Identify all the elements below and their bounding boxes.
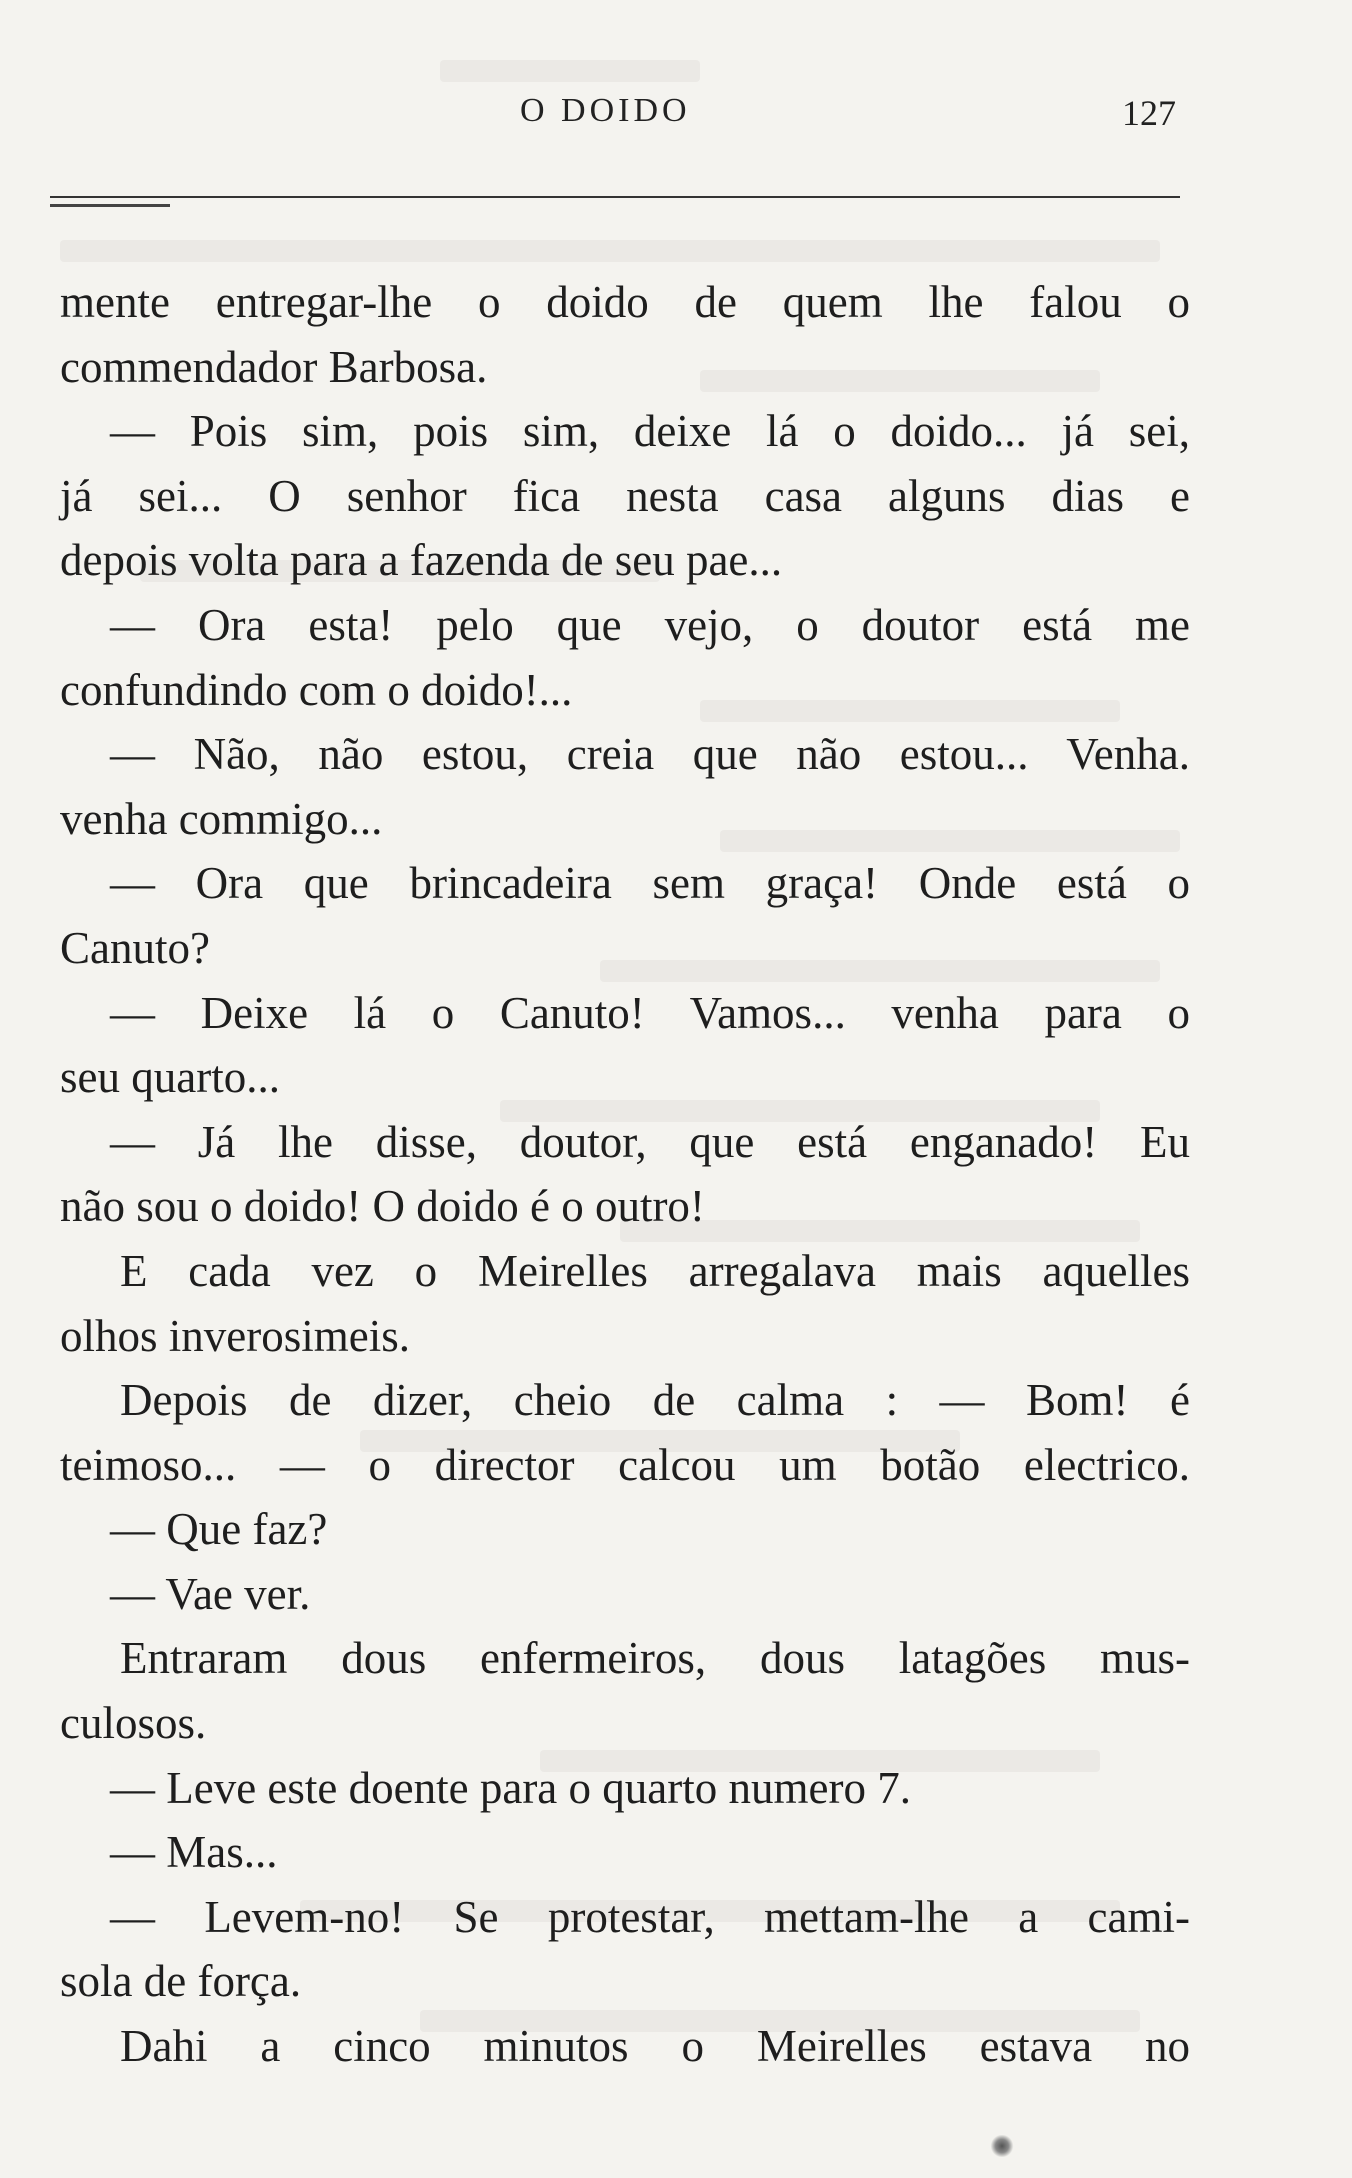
dialogue-line: — Já lhe disse, doutor, que está enganado! Eu <box>110 1116 1190 1167</box>
header-rule-accent <box>50 204 170 207</box>
text-line: commendador Barbosa. <box>60 341 488 392</box>
dialogue-line: — Ora esta! pelo que vejo, o doutor está me <box>110 599 1190 650</box>
print-speck <box>990 2135 1014 2157</box>
paragraph-line: E cada vez o Meirelles arregalava mais aquelles <box>120 1245 1190 1296</box>
text-line: culosos. <box>60 1698 207 1749</box>
text-line: mente entregar-lhe o doido de quem lhe falou o <box>60 277 1190 327</box>
text-line: teimoso... — o director calcou um botão electrico. <box>60 1439 1190 1490</box>
dialogue-line: — Levem-no! Se protestar, mettam-lhe a cami- <box>110 1891 1190 1942</box>
page-number: 127 <box>1122 93 1176 133</box>
text-line: venha commigo... <box>60 793 383 844</box>
text-line: não sou o doido! O doido é o outro! <box>60 1181 705 1232</box>
dialogue-line: — Não, não estou, creia que não estou... Venha. <box>110 729 1190 780</box>
text-line: Canuto? <box>60 922 210 973</box>
dialogue-line: — Pois sim, pois sim, deixe lá o doido... já sei, <box>110 406 1190 457</box>
text-line: já sei... O senhor fica nesta casa alguns dias e <box>60 470 1190 521</box>
text-line: depois volta para a fazenda de seu pae... <box>60 535 783 586</box>
text-body <box>60 270 1190 2079</box>
dialogue-line: — Leve este doente para o quarto numero 7. <box>110 1762 911 1813</box>
paragraph-line: Depois de dizer, cheio de calma : — Bom! é <box>120 1375 1190 1426</box>
paragraph-line: Dahi a cinco minutos o Meirelles estava no <box>120 2021 1190 2072</box>
paragraph-line: Entraram dous enfermeiros, dous latagões mus- <box>120 1633 1190 1684</box>
running-title: O DOIDO <box>520 92 691 129</box>
dialogue-line: — Deixe lá o Canuto! Vamos... venha para o <box>110 987 1190 1038</box>
header-rule <box>50 196 1180 198</box>
text-line: sola de força. <box>60 1956 302 2007</box>
dialogue-line: — Vae ver. <box>110 1568 311 1619</box>
text-line: confundindo com o doido!... <box>60 664 573 715</box>
text-line: olhos inverosimeis. <box>60 1310 410 1361</box>
running-head <box>0 92 1352 142</box>
dialogue-line: — Ora que brincadeira sem graça! Onde está o <box>110 858 1190 909</box>
dialogue-line: — Que faz? <box>110 1504 328 1555</box>
dialogue-line: — Mas... <box>110 1827 278 1878</box>
text-line: seu quarto... <box>60 1052 280 1103</box>
